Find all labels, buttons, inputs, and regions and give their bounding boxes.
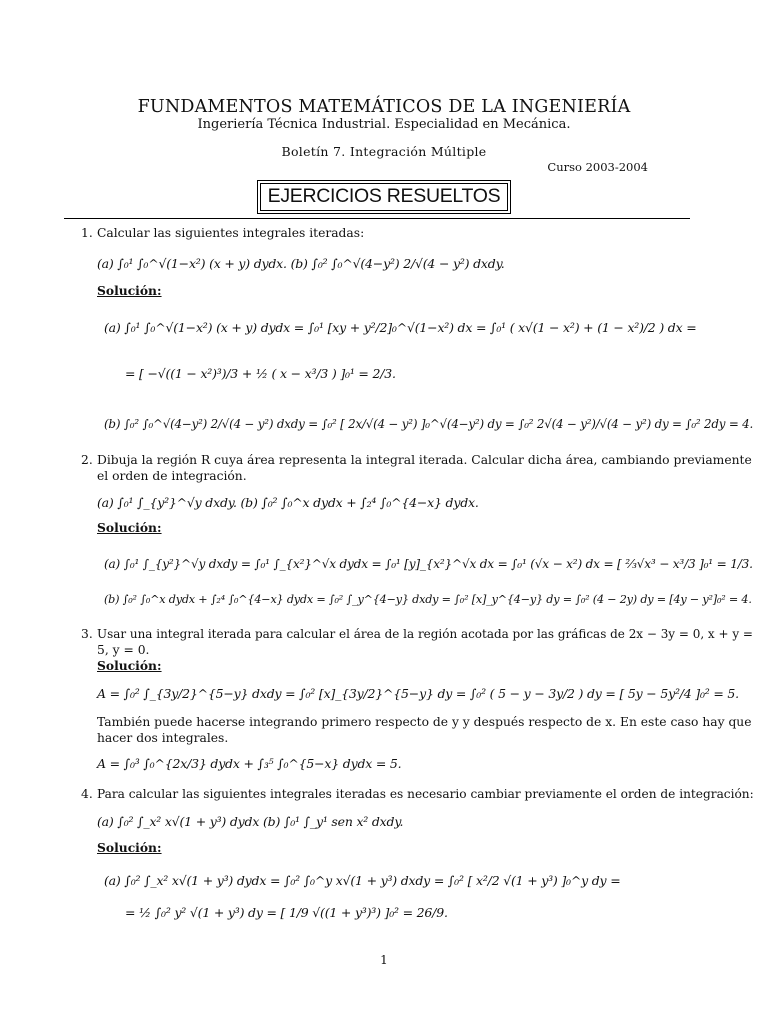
solution-line: (b) ∫₀² ∫₀^√(4−y²) 2/√(4 − y²) dxdy = ∫₀² [ 2x/√(4 − y²) ]₀^√(4−y²) dy = ∫₀² 2√(4 − y²)/√(4 − y²) dy = ∫₀² 2dy = 4. (104, 417, 754, 431)
exercise-statement: Dibuja la región R cuya área representa la integral iterada. Calcular dicha área, cambiando previamente (97, 453, 752, 467)
horizontal-rule (64, 218, 690, 219)
solution-text: También puede hacerse integrando primero respecto de y y después respecto de x. En este caso hay que (97, 715, 752, 729)
exercise-statement: Calcular las siguientes integrales iteradas: (97, 226, 365, 240)
exercise-statement: Usar una integral iterada para calcular el área de la región acotada por las gráficas de 2x − 3y = 0, x + y = (97, 627, 753, 641)
solution-label: Solución: (97, 520, 162, 535)
document-subtitle: Ingeriería Técnica Industrial. Especialidad en Mecánica. (197, 117, 571, 132)
solution-line: A = ∫₀³ ∫₀^{2x/3} dydx + ∫₃⁵ ∫₀^{5−x} dydx = 5. (97, 756, 402, 771)
exercise-parts: (a) ∫₀² ∫_x² x√(1 + y³) dydx (b) ∫₀¹ ∫_y¹ sen x² dxdy. (97, 814, 404, 829)
exercise-parts: (a) ∫₀¹ ∫_{y²}^√y dxdy. (b) ∫₀² ∫₀^x dydx + ∫₂⁴ ∫₀^{4−x} dydx. (97, 495, 479, 510)
exercise-statement: 5, y = 0. (97, 643, 150, 657)
document-title: FUNDAMENTOS MATEMÁTICOS DE LA INGENIERÍA (137, 97, 631, 117)
solution-label: Solución: (97, 658, 162, 673)
solution-line: (a) ∫₀¹ ∫_{y²}^√y dxdy = ∫₀¹ ∫_{x²}^√x dydx = ∫₀¹ [y]_{x²}^√x dx = ∫₀¹ (√x − x²) dx = [ ⅔√x³ − x³/3 ]₀¹ = 1/3. (104, 557, 753, 571)
course-year: Curso 2003-2004 (547, 160, 648, 174)
solution-line: A = ∫₀² ∫_{3y/2}^{5−y} dxdy = ∫₀² [x]_{3y/2}^{5−y} dy = ∫₀² ( 5 − y − 3y/2 ) dy = [ 5y − 5y²/4 ]₀² = 5. (97, 686, 739, 701)
solution-line: = ½ ∫₀² y² √(1 + y³) dy = [ 1/9 √((1 + y³)³) ]₀² = 26/9. (125, 905, 448, 920)
solution-line: (b) ∫₀² ∫₀^x dydx + ∫₂⁴ ∫₀^{4−x} dydx = ∫₀² ∫_y^{4−y} dxdy = ∫₀² [x]_y^{4−y} dy = ∫₀² (4 − 2y) dy = [4y − y²]₀² = 4. (104, 593, 752, 606)
exercise-statement: el orden de integración. (97, 469, 247, 483)
bulletin-heading: Boletín 7. Integración Múltiple (281, 144, 487, 159)
solution-line: = [ −√((1 − x²)³)/3 + ½ ( x − x³/3 ) ]₀¹ = 2/3. (125, 366, 396, 381)
exercise-number: 2. (81, 453, 93, 467)
solution-line: (a) ∫₀¹ ∫₀^√(1−x²) (x + y) dydx = ∫₀¹ [xy + y²/2]₀^√(1−x²) dx = ∫₀¹ ( x√(1 − x²) + (1 − x²)/2 ) dx = (104, 320, 697, 335)
section-title: EJERCICIOS RESUELTOS (260, 183, 509, 211)
page-number: 1 (380, 953, 388, 967)
section-title-box (257, 180, 512, 214)
exercise-number: 1. (81, 226, 93, 240)
solution-label: Solución: (97, 840, 162, 855)
exercise-number: 4. (81, 787, 93, 801)
solution-label: Solución: (97, 283, 162, 298)
exercise-parts: (a) ∫₀¹ ∫₀^√(1−x²) (x + y) dydx. (b) ∫₀² ∫₀^√(4−y²) 2/√(4 − y²) dxdy. (97, 256, 505, 271)
exercise-statement: Para calcular las siguientes integrales iteradas es necesario cambiar previamente el orden de integración: (97, 787, 754, 801)
exercise-number: 3. (81, 627, 93, 641)
solution-text: hacer dos integrales. (97, 731, 229, 745)
solution-line: (a) ∫₀² ∫_x² x√(1 + y³) dydx = ∫₀² ∫₀^y x√(1 + y³) dxdy = ∫₀² [ x²/2 √(1 + y³) ]₀^y dy = (104, 873, 621, 888)
